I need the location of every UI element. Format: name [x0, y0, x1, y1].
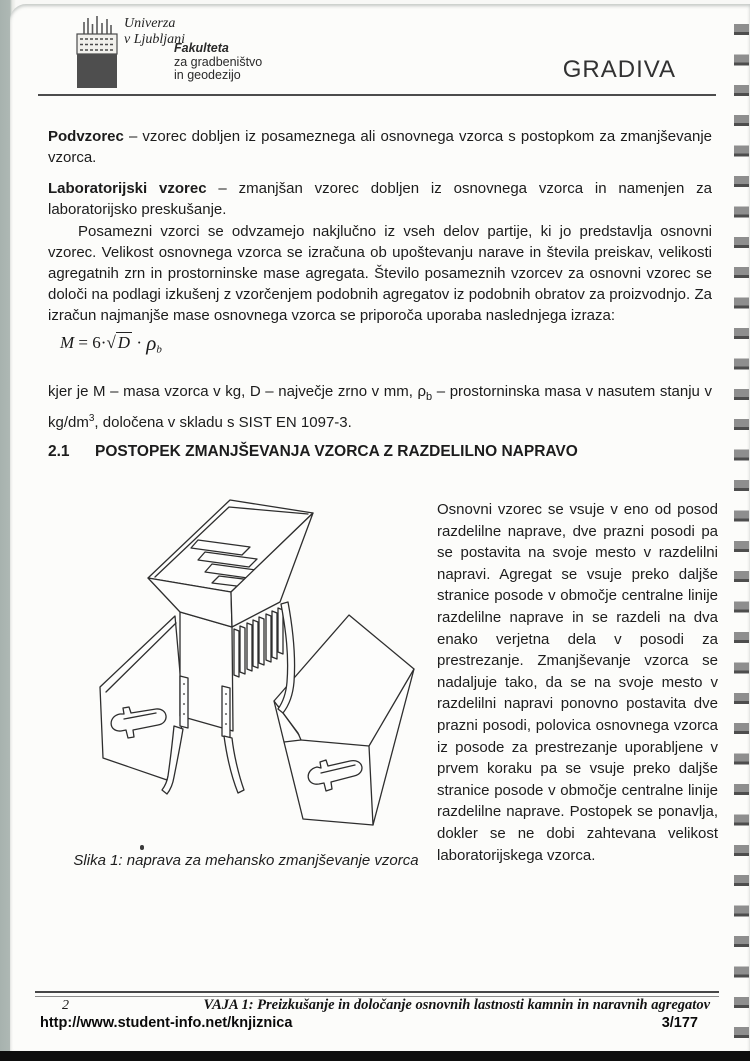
figure-caption: Slika 1: naprava za mehansko zmanjševanje vzorca [73, 852, 419, 869]
paragraph-laboratorijski-vzorec [48, 178, 712, 220]
faculty-name-line1: Fakulteta [174, 41, 229, 55]
footer-url: http://www.student-info.net/knjiznica [40, 1015, 293, 1031]
sqrt-sign: √ [106, 333, 116, 352]
section-number: 2.1 [48, 443, 70, 460]
legend-subscript: b [426, 391, 433, 403]
definition-laboratorijski-vzorec: – zmanjšan vzorec dobljen iz osnovnega vzorca in namenjen za laboratorijsko preskušanje. [48, 180, 713, 218]
formula-times1: · [100, 333, 107, 352]
formula-equals: = [78, 333, 89, 352]
footer-document-name: VAJA 1: Preizkušanje in določanje osnovnih lastnosti kamnin in naravnih agregatov [203, 997, 710, 1013]
scan-speck [140, 845, 144, 850]
procedure-text: Osnovni vzorec se vsuje v eno od posod razdelilne naprave, dve prazni posodi pa se postavita na svoje mesto v razdelilni napravi. Agregat se vsuje preko daljše stranice posode v območje centralne linije razdelilne naprave in se razdeli na dva enako verjetna dela v posodi za prestrezanje. Zmanjševanje vzorca se nadaljuje tako, da se na svoje mesto v razdelilni napravi ponovno postavita dve prazni posodi, polovica osnovnega vzorca iz posode za prestrezanje uporabljene v prvem koraku pa se vsuje preko daljše stranice posode v območje centralne linije razdelilne naprave. Postopek se ponavlja, dokler se ne dobi zahtevana velikost laboratorijskega vzorca. [437, 501, 718, 864]
university-name-line1: Univerza [124, 16, 176, 31]
university-name-line2: v Ljubljani [124, 32, 186, 47]
page-number: 2 [62, 998, 69, 1013]
section-heading [48, 443, 712, 461]
figure-riffle-splitter [62, 488, 430, 844]
definition-podvzorec: – vzorec dobljen iz posameznega ali osnovnega vzorca s postopkom za zmanjševanje vzorca. [48, 128, 712, 166]
faculty-name [174, 42, 262, 83]
footer-page-indicator: 3/177 [661, 1015, 698, 1031]
density-subscript: b [156, 343, 162, 356]
faculty-name-line3: in geodezijo [174, 68, 241, 82]
university-logo [74, 12, 120, 90]
faculty-name-line2: za gradbeništvo [174, 54, 263, 69]
right-pan [274, 615, 414, 825]
formula-lhs: M [60, 333, 75, 352]
formula-radicand: D [117, 333, 131, 352]
section-title: POSTOPEK ZMANJŠEVANJA VZORCA Z RAZDELILNO NAPRAVO [95, 443, 578, 460]
paragraph-podvzorec [48, 126, 712, 168]
document-title: GRADIVA [562, 56, 676, 83]
header-rule [38, 94, 716, 96]
formula-coefficient: 6 [92, 333, 101, 352]
formula-times2: · [136, 333, 142, 352]
density-symbol: ρ [146, 331, 157, 355]
term-laboratorijski-vzorec: Laboratorijski vzorec [48, 180, 207, 197]
legend-part1: kjer je M – masa vzorca v kg, D – največje zrno v mm, ρ [48, 383, 427, 400]
term-podvzorec: Podvzorec [48, 128, 124, 145]
legend-part2: – prostorninska masa v nasutem stanju v kg/dm [48, 383, 713, 431]
paragraph-formula-legend [48, 381, 712, 433]
legend-superscript: 3 [88, 413, 95, 424]
paragraph-sampling: Posamezni vzorci se odvzamejo nakjlučno iz vseh delov partije, ki jo predstavlja osnovni vzorec. Velikost osnovnega vzorca se izračuna ob upoštevanju narave in števila preiskav, velikosti agregatnih zrn in prostorninske mase agregata. Število posameznih vzorcev za osnovni vzorec se določi na podlagi izkušenj z vzorčenjem podobnih agregatov iz podobnih obratov za proizvodnjo. Za izračun najmanjše mase osnovnega vzorca se priporoča uporaba naslednjega izraza: [48, 223, 712, 324]
scan-bottom-bar [0, 1051, 750, 1061]
legend-part3: , določena v skladu s SIST EN 1097-3. [94, 414, 352, 431]
binding-tabs-strip [734, 24, 749, 1046]
mass-formula [60, 329, 162, 355]
